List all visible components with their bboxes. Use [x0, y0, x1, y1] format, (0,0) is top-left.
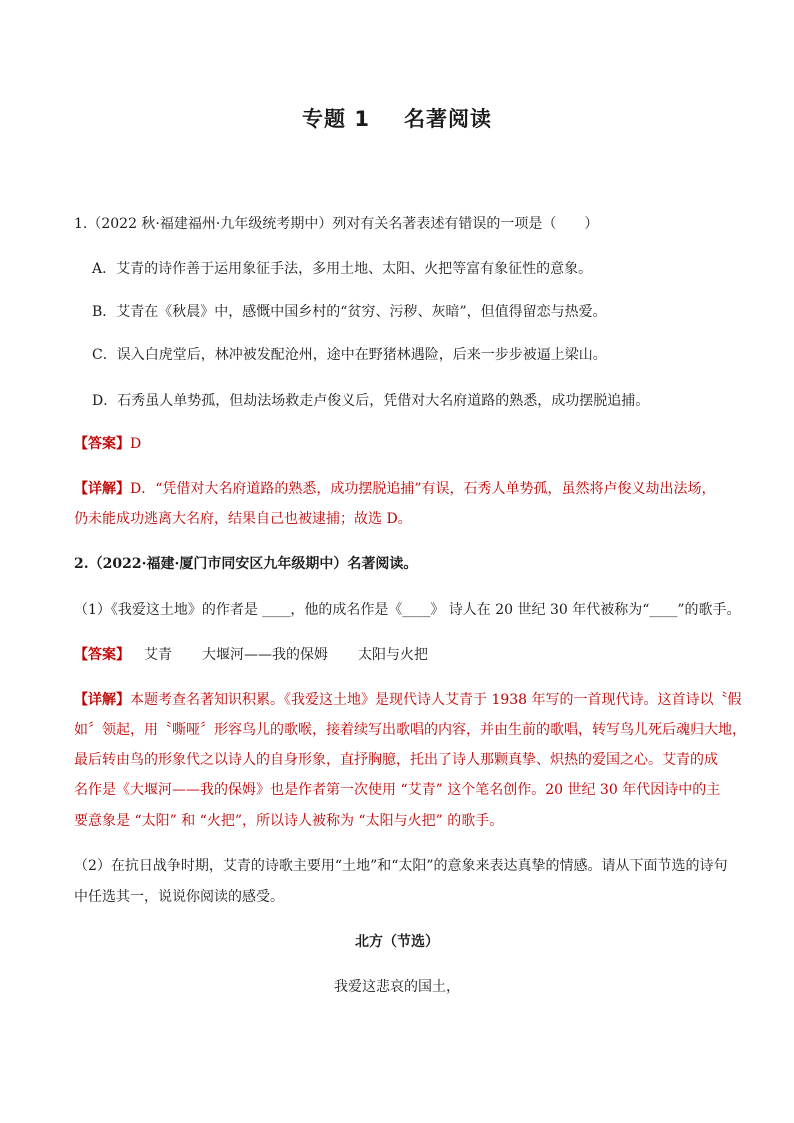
q2-detail-line-1 — [74, 690, 742, 710]
q2-sub2-line-1: （2）在抗日战争时期，艾青的诗歌主要用“土地”和“太阳”的意象来表达真挚的情感。请从下面节选的诗句 — [74, 858, 728, 874]
q1-stem: 1.（2022 秋·福建福州·九年级统考期中）列对有关名著表述有错误的一项是（ ） — [74, 216, 599, 232]
q2-answer-label: 【答案】 — [74, 647, 130, 663]
q1-option-c: C．误入白虎堂后，林冲被发配沧州，途中在野猪林遇险，后来一步步被逼上梁山。 — [92, 347, 607, 363]
q2-stem: 2.（2022·福建·厦门市同安区九年级期中）名著阅读。 — [74, 556, 418, 572]
q2-answer — [74, 645, 428, 665]
q1-detail-line-1 — [74, 479, 716, 499]
q2-answer-1: 艾青 — [144, 647, 172, 663]
q1-option-d: D．石秀虽人单势孤，但劫法场救走卢俊义后，凭借对大名府道路的熟悉，成功摆脱追捕。 — [92, 393, 650, 409]
q1-option-b: B．艾青在《秋晨》中，感慨中国乡村的“贫穷、污秽、灰暗”，但值得留恋与热爱。 — [92, 304, 607, 320]
q1-answer — [74, 434, 141, 454]
poem-line-1: 我爱这悲哀的国土， — [334, 979, 460, 995]
q2-sub1: （1）《我爱这土地》的作者是 ____，他的成名作是《____》 诗人在 20 世纪 30 年代被称为“____”的歌手。 — [74, 602, 741, 618]
q1-detail-line-2: 仍未能成功逃离大名府，结果自己也被逮捕；故选 D。 — [74, 511, 412, 527]
q2-answer-2: 大堰河——我的保姆 — [202, 647, 328, 663]
q2-answer-3: 太阳与火把 — [358, 647, 428, 663]
q1-option-a: A．艾青的诗作善于运用象征手法，多用土地、太阳、火把等富有象征性的意象。 — [92, 261, 593, 277]
q2-detail-line-4: 名作是《大堰河——我的保姆》也是作者第一次使用 “艾青” 这个笔名创作。20 世纪 30 年代因诗中的主 — [74, 782, 721, 798]
page-title — [0, 103, 794, 133]
q1-detail-label: 【详解】 — [74, 481, 130, 497]
q2-detail-line-2: 如〞领起，用〝嘶哑〞形容鸟儿的歌喉，接着续写出歌唱的内容，并由生前的歌唱，转写鸟儿死后魂归大地， — [74, 722, 746, 738]
q1-detail-text-1: D．“凭借对大名府道路的熟悉，成功摆脱追捕”有误，石秀人单势孤，虽然将卢俊义劫出法场， — [130, 481, 716, 497]
title-topic-number: 专题 1 — [302, 107, 370, 131]
q2-detail-label: 【详解】 — [74, 692, 130, 708]
q2-detail-line-3: 最后转由鸟的形象代之以诗人的自身形象，直抒胸臆，托出了诗人那颗真挚、炽热的爱国之心。艾青的成 — [74, 752, 718, 768]
q1-answer-value: D — [130, 436, 142, 452]
title-topic-name: 名著阅读 — [403, 107, 492, 131]
q2-sub2-line-2: 中任选其一，说说你阅读的感受。 — [74, 889, 284, 905]
q1-answer-label: 【答案】 — [74, 436, 130, 452]
poem-title: 北方（节选） — [355, 934, 439, 950]
q2-detail-line-5: 要意象是 “太阳” 和 “火把”，所以诗人被称为 “太阳与火把” 的歌手。 — [74, 813, 504, 829]
q2-detail-text-1: 本题考查名著知识积累。《我爱这土地》是现代诗人艾青于 1938 年写的一首现代诗。这首诗以〝假 — [130, 692, 742, 708]
